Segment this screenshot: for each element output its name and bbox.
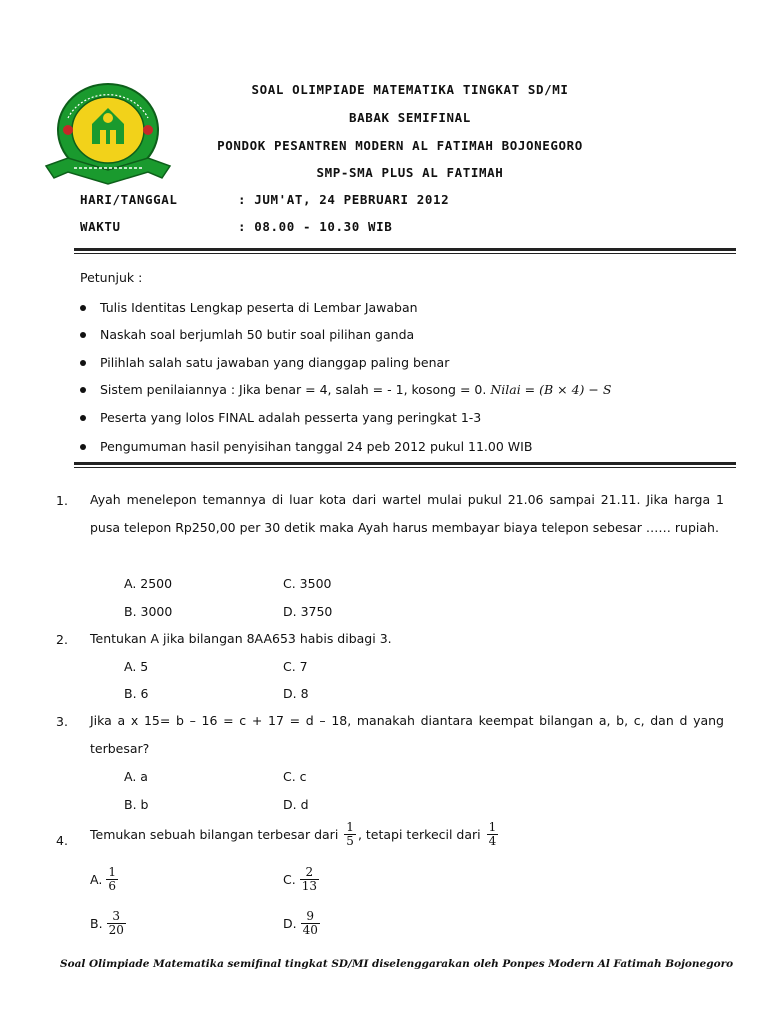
header-level: SMP-SMA PLUS AL FATIMAH: [316, 165, 504, 180]
question-number: 2.: [56, 632, 68, 647]
time-label: WAKTU: [80, 219, 121, 234]
instruction-item: Pengumuman hasil penyisihan tanggal 24 peb 2012 pukul 11.00 WIB: [80, 439, 532, 454]
question-text: Jika a x 15= b – 16 = c + 17 = d – 18, manakah diantara keempat bilangan a, b, c, dan d yang terbesar?: [90, 713, 724, 756]
time-value: : 08.00 - 10.30 WIB: [238, 219, 393, 234]
option: D. 8: [283, 686, 309, 701]
bottom-divider: [74, 462, 736, 468]
bullet-icon: [80, 305, 86, 311]
fraction: $\frac{3}{20}$: [108, 909, 124, 937]
question-number: 3.: [56, 714, 68, 729]
bullet-icon: [80, 387, 86, 393]
question-text: Ayah menelepon temannya di luar kota dari wartel mulai pukul 21.06 sampai 21.11. Jika harga 1 pusa telepon Rp250,00 per 30 detik maka Ayah harus membayar biaya telepon sebesar …… rupiah.: [90, 492, 724, 535]
date-label: HARI/TANGGAL: [80, 192, 178, 207]
bullet-icon: [80, 415, 86, 421]
question-text: Tentukan A jika bilangan 8AA653 habis dibagi 3.: [90, 631, 392, 646]
fraction: $\frac{1}{4}$: [488, 820, 497, 848]
header-title: SOAL OLIMPIADE MATEMATIKA TINGKAT SD/MI: [251, 82, 569, 97]
option: C. 3500: [283, 576, 332, 591]
option: C. c: [283, 769, 307, 784]
option: B. b: [124, 797, 149, 812]
header-school: PONDOK PESANTREN MODERN AL FATIMAH BOJONEGORO: [217, 138, 583, 153]
fraction: $\frac{9}{40}$: [302, 909, 318, 937]
fraction: $\frac{1}{5}$: [346, 820, 354, 848]
option: C. 7: [283, 659, 308, 674]
question-text: Temukan sebuah bilangan terbesar dari $\frac{1}{5}$ , tetapi terkecil dari $\frac{1}{4}$: [90, 820, 497, 848]
page-footer: Soal Olimpiade Matematika semifinal tingkat SD/MI diselenggarakan oleh Ponpes Modern Al Fatimah Bojonegoro: [60, 958, 734, 970]
option: B. $\frac{3}{20}$: [90, 909, 124, 937]
fraction: $\frac{1}{6}$: [108, 865, 116, 893]
question-number: 4.: [56, 833, 68, 848]
option: A. 2500: [124, 576, 173, 591]
date-value: : JUM'AT, 24 PEBRUARI 2012: [238, 192, 450, 207]
scoring-formula: Nilai = (B × 4) − S: [490, 382, 612, 397]
option: D. $\frac{9}{40}$: [283, 909, 318, 937]
option: C. $\frac{2}{13}$: [283, 865, 317, 893]
instruction-item: Tulis Identitas Lengkap peserta di Lembar Jawaban: [80, 300, 418, 315]
bullet-icon: [80, 444, 86, 450]
option: D. d: [283, 797, 309, 812]
question-number: 1.: [56, 493, 68, 508]
top-divider: [74, 248, 736, 254]
instruction-item: Naskah soal berjumlah 50 butir soal pilihan ganda: [80, 327, 414, 342]
bullet-icon: [80, 332, 86, 338]
option: A. $\frac{1}{6}$: [90, 865, 116, 893]
option: A. a: [124, 769, 148, 784]
instruction-item: Peserta yang lolos FINAL adalah pesserta yang peringkat 1-3: [80, 410, 481, 425]
option: A. 5: [124, 659, 149, 674]
bullet-icon: [80, 360, 86, 366]
instruction-item: Pilihlah salah satu jawaban yang dianggap paling benar: [80, 355, 449, 370]
option: B. 3000: [124, 604, 173, 619]
instructions-title: Petunjuk :: [80, 270, 143, 285]
option: D. 3750: [283, 604, 333, 619]
fraction: $\frac{2}{13}$: [301, 865, 317, 893]
option: B. 6: [124, 686, 149, 701]
header-round: BABAK SEMIFINAL: [349, 110, 471, 125]
instruction-item: Sistem penilaiannya : Jika benar = 4, salah = - 1, kosong = 0. Nilai = (B × 4) − S: [80, 382, 611, 397]
